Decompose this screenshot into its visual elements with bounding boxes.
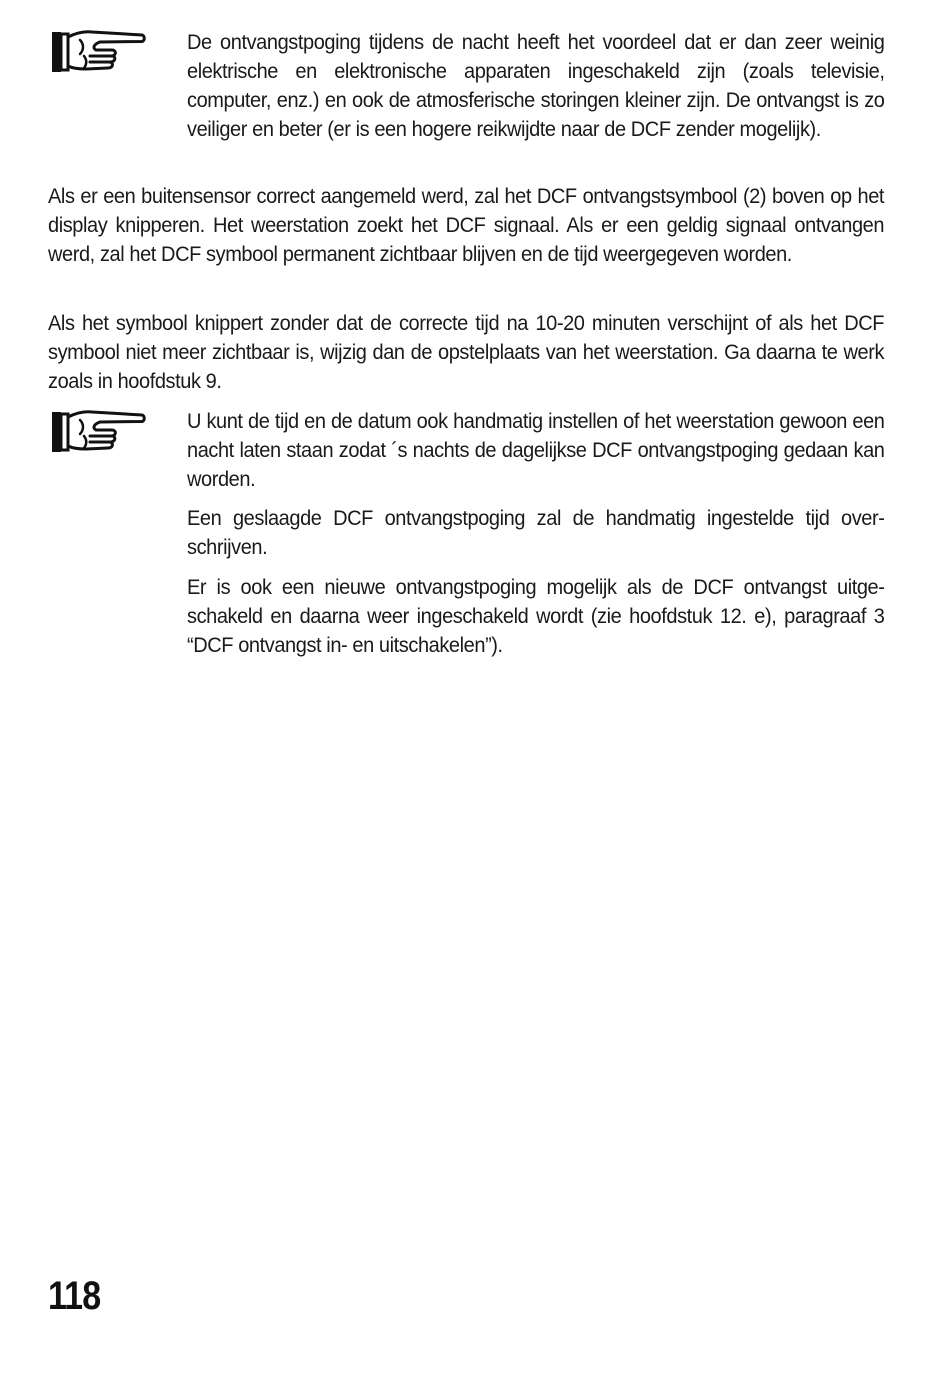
paragraph-relocate-station: Als het symbool knippert zonder dat de correcte tijd na 10-20 minuten verschijnt of als het DCF symbool niet meer zichtbaar is, wijzig dan de opstelplaats van het weerstation. Ga daarna te werk zoals in hoofdstuk 9. (48, 311, 885, 393)
paragraph-dcf-symbol: Als er een buitensensor correct aangemeld werd, zal het DCF ontvangstsymbool (2) boven op het display knipperen. Het weerstation zoekt het DCF signaal. Als er een geldig signaal ontvangen werd, zal het DCF symbool permanent zichtbaar blijven en de tijd weergegeven worden. (48, 184, 885, 266)
pointing-hand-icon (50, 28, 146, 76)
pointing-hand-icon (50, 408, 146, 456)
paragraph-manual-setting: U kunt de tijd en de datum ook handmatig instellen of het weerstation gewoon een nacht laten staan zodat ´s nachts de dagelijkse DCF ontvangstpoging gedaan kan worden. (187, 409, 885, 491)
paragraph-overwrite: Een geslaagde DCF ontvangstpoging zal de handmatig ingestelde tijd over-schrijven. (187, 506, 885, 559)
page-number: 118 (48, 1274, 101, 1318)
paragraph-night-reception: De ontvangstpoging tijdens de nacht heeft het voordeel dat er dan zeer weinig elektrische en elektronische apparaten ingeschakeld zijn (zoals televisie, computer, enz.) en ook de atmosferische storingen kleiner zijn. De ontvangst is zo veiliger en beter (er is een hogere reikwijdte naar de DCF zender mogelijk). (187, 30, 885, 141)
paragraph-new-attempt: Er is ook een nieuwe ontvangstpoging mogelijk als de DCF ontvangst uitge-schakeld en daarna weer ingeschakeld wordt (zie hoofdstuk 12. e), paragraaf 3 “DCF ontvangst in- en uitschakelen”). (187, 575, 885, 657)
